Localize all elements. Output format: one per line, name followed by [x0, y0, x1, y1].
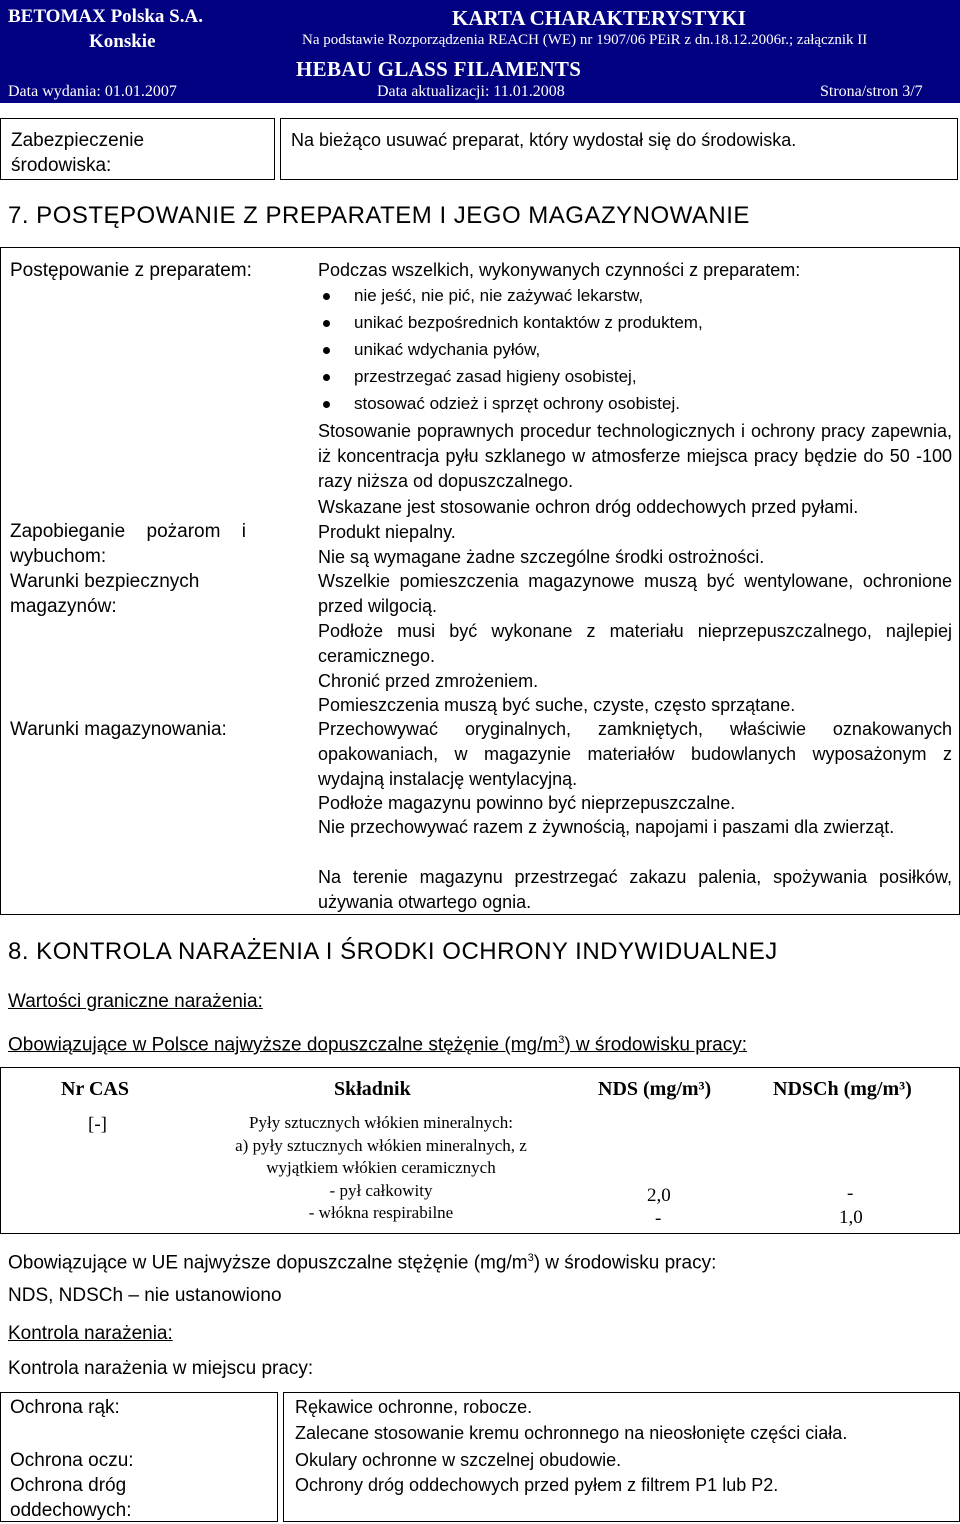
- nds-table: [0, 1067, 960, 1234]
- control-heading: Kontrola narażenia:: [8, 1323, 173, 1344]
- component-line: wyjątkiem włókien ceramicznych: [266, 1158, 496, 1177]
- pl-heading-post: ) w środowisku pracy:: [564, 1034, 747, 1056]
- table-header-ndsch: NDSCh (mg/m³): [773, 1078, 912, 1100]
- env-protection-label-cell: [0, 118, 275, 180]
- env-label-line-1: Zabezpieczenie: [11, 130, 145, 151]
- warehouse-text-3: Chronić przed zmrożeniem.: [318, 671, 539, 691]
- pl-limits-heading: [8, 1028, 747, 1057]
- resp-label-line-1: Ochrona dróg: [10, 1475, 127, 1496]
- handling-intro: Podczas wszelkich, wykonywanych czynności z preparatem:: [318, 260, 801, 280]
- pl-heading-sup: 3: [558, 1034, 565, 1046]
- handling-paragraph-1: Stosowanie poprawnych procedur technologicznych i ochrony pracy zapewnia, iż koncentracja pyłu szklanego w atmosferze miejsca pracy będzie do 50 -100 razy niższa od dopuszczalnego.: [318, 421, 952, 491]
- handling-paragraph-2: Wskazane jest stosowanie ochron dróg oddechowych przed pyłami.: [318, 497, 859, 517]
- hands-protection-text-1: Rękawice ochronne, robocze.: [295, 1397, 533, 1417]
- handling-bullet: przestrzegać zasad higieny osobistej,: [318, 364, 938, 391]
- storage-label: Warunki magazynowania:: [10, 719, 227, 740]
- handling-bullet-list: [318, 283, 938, 418]
- document-header: [0, 0, 960, 103]
- fire-text-1: Produkt niepalny.: [318, 522, 456, 542]
- section-8-title: 8. KONTROLA NARAŻENIA I ŚRODKI OCHRONY INDYWIDUALNEJ: [8, 938, 778, 965]
- respiratory-protection-label: [10, 1473, 131, 1523]
- storage-text-4: Na terenie magazynu przestrzegać zakazu palenia, spożywania posiłków, używania otwartego ognia.: [318, 867, 952, 912]
- eu-heading-pre: Obowiązujące w UE najwyższe dopuszczalne stężęnie (mg/m: [8, 1252, 528, 1274]
- table-cell-component: [196, 1112, 566, 1225]
- handling-bullet: unikać wdychania pyłów,: [318, 337, 938, 364]
- eye-protection-text: Okulary ochronne w szczelnej obudowie.: [295, 1450, 622, 1470]
- resp-label-line-2: oddechowych:: [10, 1500, 132, 1521]
- workplace-control-heading: Kontrola narażenia w miejscu pracy:: [8, 1358, 314, 1379]
- env-protection-text: Na bieżąco usuwać preparat, który wydostał się do środowiska.: [291, 130, 797, 150]
- warehouse-label: Warunki bezpiecznych magazynów:: [10, 571, 200, 617]
- warehouse-text-2: Podłoże musi być wykonane z materiału nieprzepuszczalnego, najlepiej ceramicznego.: [318, 621, 952, 666]
- table-cell-ndsch-1: -: [847, 1183, 854, 1204]
- table-cell-nds-2: -: [655, 1208, 662, 1229]
- product-name: HEBAU GLASS FILAMENTS: [296, 57, 582, 81]
- company-name: BETOMAX Polska S.A.: [8, 6, 203, 27]
- eu-limits-heading: [8, 1246, 716, 1275]
- component-line: Pyły sztucznych włókien mineralnych:: [249, 1113, 513, 1132]
- respiratory-protection-text: Ochrony dróg oddechowych przed pyłem z filtrem P1 lub P2.: [295, 1475, 779, 1495]
- table-header-nds: NDS (mg/m³): [598, 1078, 712, 1100]
- component-line: - włókna respirabilne: [308, 1203, 454, 1222]
- table-cell-nds-1: 2,0: [647, 1185, 671, 1206]
- env-protection-label: [11, 128, 144, 178]
- component-line: a) pyły sztucznych włókien mineralnych, z: [235, 1135, 527, 1155]
- storage-text-1: Przechowywać oryginalnych, zamkniętych, właściwie oznakowanych opakowaniach, w magazynie materiałów budowlanych wyposażonym z wydajną instalację wentylacyjną.: [318, 719, 952, 789]
- handling-label: Postępowanie z preparatem:: [10, 260, 252, 281]
- table-cell-cas: [-]: [88, 1114, 107, 1135]
- table-header-cas: Nr CAS: [61, 1078, 129, 1100]
- eu-heading-sup: 3: [527, 1252, 534, 1264]
- env-label-line-2: środowiska:: [11, 155, 112, 176]
- table-cell-ndsch-2: 1,0: [839, 1207, 863, 1228]
- fire-label: Zapobieganie pożarom i wybuchom:: [10, 521, 246, 567]
- update-date: Data aktualizacji: 11.01.2008: [377, 83, 565, 100]
- handling-bullet: unikać bezpośrednich kontaktów z produktem,: [318, 310, 938, 337]
- eu-limits-text: NDS, NDSCh – nie ustanowiono: [8, 1285, 282, 1306]
- component-line: - pył całkowity: [329, 1180, 433, 1200]
- hands-protection-label: Ochrona rąk:: [10, 1397, 120, 1418]
- pl-heading-pre: Obowiązujące w Polsce najwyższe dopuszczalne stężęnie (mg/m: [8, 1034, 559, 1056]
- handling-bullet: stosować odzież i sprzęt ochrony osobistej.: [318, 391, 938, 418]
- limits-heading: Wartości graniczne narażenia:: [8, 991, 263, 1012]
- storage-text-3: Nie przechowywać razem z żywnością, napojami i paszami dla zwierząt.: [318, 817, 895, 837]
- fire-text-2: Nie są wymagane żadne szczególne środki ostrożności.: [318, 547, 765, 567]
- section-7-title: 7. POSTĘPOWANIE Z PREPARATEM I JEGO MAGAZYNOWANIE: [8, 202, 750, 229]
- eu-heading-post: ) w środowisku pracy:: [533, 1252, 717, 1274]
- env-protection-text-cell: [280, 118, 958, 180]
- table-header-component: Składnik: [334, 1078, 411, 1100]
- company-city: Konskie: [89, 31, 156, 52]
- eye-protection-label: Ochrona oczu:: [10, 1450, 134, 1471]
- warehouse-text-4: Pomieszczenia muszą być suche, czyste, często sprzątane.: [318, 695, 796, 715]
- handling-bullet: nie jeść, nie pić, nie zażywać lekarstw,: [318, 283, 938, 310]
- storage-text-2: Podłoże magazynu powinno być nieprzepuszczalne.: [318, 793, 736, 813]
- issue-date: Data wydania: 01.01.2007: [8, 83, 177, 100]
- page-number: Strona/stron 3/7: [820, 83, 923, 100]
- document-title: KARTA CHARAKTERYSTYKI: [452, 6, 746, 30]
- warehouse-text-1: Wszelkie pomieszczenia magazynowe muszą być wentylowane, ochronione przed wilgocią.: [318, 571, 952, 616]
- regulation-note: Na podstawie Rozporządzenia REACH (WE) nr 1907/06 PEiR z dn.18.12.2006r.; załącznik II: [302, 32, 868, 48]
- hands-protection-text-2: Zalecane stosowanie kremu ochronnego na nieosłonięte części ciała.: [295, 1423, 848, 1443]
